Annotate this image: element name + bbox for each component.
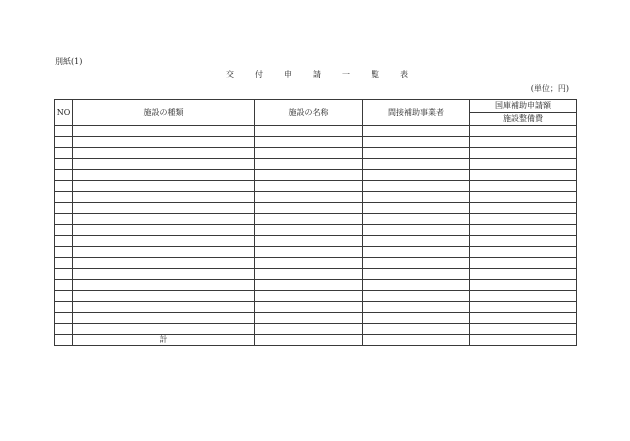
row-facility-name-cell bbox=[255, 302, 363, 313]
row-facility-name-cell bbox=[255, 313, 363, 324]
row-amount-cell bbox=[470, 148, 577, 159]
row-indirect-operator-cell bbox=[363, 291, 470, 302]
row-no-cell bbox=[55, 148, 73, 159]
row-facility-type-cell bbox=[73, 258, 255, 269]
row-facility-name-cell bbox=[255, 280, 363, 291]
table-row bbox=[55, 313, 577, 324]
row-facility-name-cell bbox=[255, 214, 363, 225]
row-amount-cell bbox=[470, 313, 577, 324]
header-row-top bbox=[55, 100, 577, 113]
row-facility-name-cell bbox=[255, 236, 363, 247]
row-facility-type-cell bbox=[73, 148, 255, 159]
row-facility-type-cell bbox=[73, 192, 255, 203]
row-indirect-operator-cell bbox=[363, 236, 470, 247]
table-row bbox=[55, 126, 577, 137]
total-indirect-cell bbox=[363, 335, 470, 346]
row-facility-type-cell bbox=[73, 313, 255, 324]
table-row bbox=[55, 280, 577, 291]
row-indirect-operator-cell bbox=[363, 269, 470, 280]
row-facility-name-cell bbox=[255, 126, 363, 137]
row-facility-name-cell bbox=[255, 148, 363, 159]
row-no-cell bbox=[55, 170, 73, 181]
row-facility-type-cell bbox=[73, 126, 255, 137]
row-indirect-operator-cell bbox=[363, 247, 470, 258]
row-amount-cell bbox=[470, 192, 577, 203]
row-facility-type-cell bbox=[73, 280, 255, 291]
row-amount-cell bbox=[470, 280, 577, 291]
row-facility-type-cell bbox=[73, 247, 255, 258]
row-amount-cell bbox=[470, 291, 577, 302]
row-indirect-operator-cell bbox=[363, 192, 470, 203]
row-amount-cell bbox=[470, 258, 577, 269]
row-no-cell bbox=[55, 302, 73, 313]
row-no-cell bbox=[55, 126, 73, 137]
unit-note: (単位；円) bbox=[530, 84, 569, 93]
row-amount-cell bbox=[470, 236, 577, 247]
row-facility-name-cell bbox=[255, 225, 363, 236]
grant-application-table bbox=[54, 99, 577, 346]
row-amount-cell bbox=[470, 225, 577, 236]
column-header-no: NO bbox=[55, 100, 73, 126]
row-indirect-operator-cell bbox=[363, 225, 470, 236]
table-row bbox=[55, 291, 577, 302]
row-no-cell bbox=[55, 324, 73, 335]
row-indirect-operator-cell bbox=[363, 170, 470, 181]
row-facility-name-cell bbox=[255, 203, 363, 214]
table-row bbox=[55, 159, 577, 170]
row-no-cell bbox=[55, 203, 73, 214]
row-no-cell bbox=[55, 247, 73, 258]
row-no-cell bbox=[55, 137, 73, 148]
row-facility-type-cell bbox=[73, 269, 255, 280]
row-indirect-operator-cell bbox=[363, 148, 470, 159]
table-row bbox=[55, 148, 577, 159]
row-indirect-operator-cell bbox=[363, 324, 470, 335]
row-no-cell bbox=[55, 192, 73, 203]
table-row bbox=[55, 203, 577, 214]
table-row bbox=[55, 214, 577, 225]
row-facility-type-cell bbox=[73, 137, 255, 148]
row-indirect-operator-cell bbox=[363, 313, 470, 324]
row-no-cell bbox=[55, 269, 73, 280]
table-row bbox=[55, 269, 577, 280]
row-amount-cell bbox=[470, 170, 577, 181]
column-header-subsidy-amount: 国庫補助申請額 bbox=[470, 100, 577, 113]
row-facility-name-cell bbox=[255, 137, 363, 148]
table-row bbox=[55, 137, 577, 148]
table-row bbox=[55, 170, 577, 181]
row-amount-cell bbox=[470, 324, 577, 335]
row-indirect-operator-cell bbox=[363, 159, 470, 170]
row-no-cell bbox=[55, 225, 73, 236]
table-row bbox=[55, 302, 577, 313]
row-indirect-operator-cell bbox=[363, 302, 470, 313]
row-facility-type-cell bbox=[73, 302, 255, 313]
row-amount-cell bbox=[470, 269, 577, 280]
row-amount-cell bbox=[470, 203, 577, 214]
row-no-cell bbox=[55, 159, 73, 170]
row-facility-type-cell bbox=[73, 203, 255, 214]
row-amount-cell bbox=[470, 159, 577, 170]
row-amount-cell bbox=[470, 214, 577, 225]
total-name-cell bbox=[255, 335, 363, 346]
total-no-cell bbox=[55, 335, 73, 346]
row-facility-type-cell bbox=[73, 159, 255, 170]
row-amount-cell bbox=[470, 302, 577, 313]
row-facility-type-cell bbox=[73, 225, 255, 236]
row-facility-name-cell bbox=[255, 269, 363, 280]
row-facility-type-cell bbox=[73, 236, 255, 247]
row-facility-name-cell bbox=[255, 291, 363, 302]
row-indirect-operator-cell bbox=[363, 137, 470, 148]
row-facility-type-cell bbox=[73, 324, 255, 335]
row-facility-type-cell bbox=[73, 170, 255, 181]
row-no-cell bbox=[55, 236, 73, 247]
row-amount-cell bbox=[470, 137, 577, 148]
row-facility-type-cell bbox=[73, 291, 255, 302]
row-amount-cell bbox=[470, 126, 577, 137]
table-body bbox=[55, 126, 577, 346]
row-facility-name-cell bbox=[255, 181, 363, 192]
row-indirect-operator-cell bbox=[363, 126, 470, 137]
row-indirect-operator-cell bbox=[363, 181, 470, 192]
row-indirect-operator-cell bbox=[363, 214, 470, 225]
column-header-maintenance-cost: 施設整備費 bbox=[470, 113, 577, 126]
row-no-cell bbox=[55, 181, 73, 192]
column-header-indirect-operator: 間接補助事業者 bbox=[363, 100, 470, 126]
row-indirect-operator-cell bbox=[363, 280, 470, 291]
row-facility-name-cell bbox=[255, 324, 363, 335]
total-label-cell: 計 bbox=[73, 335, 255, 346]
table-row bbox=[55, 225, 577, 236]
document-title: 交付申請一覧表 bbox=[226, 70, 429, 79]
row-no-cell bbox=[55, 214, 73, 225]
row-indirect-operator-cell bbox=[363, 258, 470, 269]
row-amount-cell bbox=[470, 181, 577, 192]
table-row bbox=[55, 324, 577, 335]
column-header-facility-name: 施設の名称 bbox=[255, 100, 363, 126]
row-no-cell bbox=[55, 280, 73, 291]
table-row bbox=[55, 247, 577, 258]
table-row bbox=[55, 236, 577, 247]
row-amount-cell bbox=[470, 247, 577, 258]
row-facility-name-cell bbox=[255, 159, 363, 170]
row-indirect-operator-cell bbox=[363, 203, 470, 214]
row-facility-name-cell bbox=[255, 247, 363, 258]
row-no-cell bbox=[55, 313, 73, 324]
row-no-cell bbox=[55, 291, 73, 302]
table-row bbox=[55, 181, 577, 192]
attachment-label: 別紙(1) bbox=[55, 57, 83, 66]
row-facility-type-cell bbox=[73, 181, 255, 192]
total-amount-cell bbox=[470, 335, 577, 346]
row-no-cell bbox=[55, 258, 73, 269]
column-header-facility-type: 施設の種類 bbox=[73, 100, 255, 126]
row-facility-name-cell bbox=[255, 170, 363, 181]
table-row bbox=[55, 192, 577, 203]
row-facility-name-cell bbox=[255, 258, 363, 269]
total-row bbox=[55, 335, 577, 346]
table-row bbox=[55, 258, 577, 269]
row-facility-name-cell bbox=[255, 192, 363, 203]
row-facility-type-cell bbox=[73, 214, 255, 225]
